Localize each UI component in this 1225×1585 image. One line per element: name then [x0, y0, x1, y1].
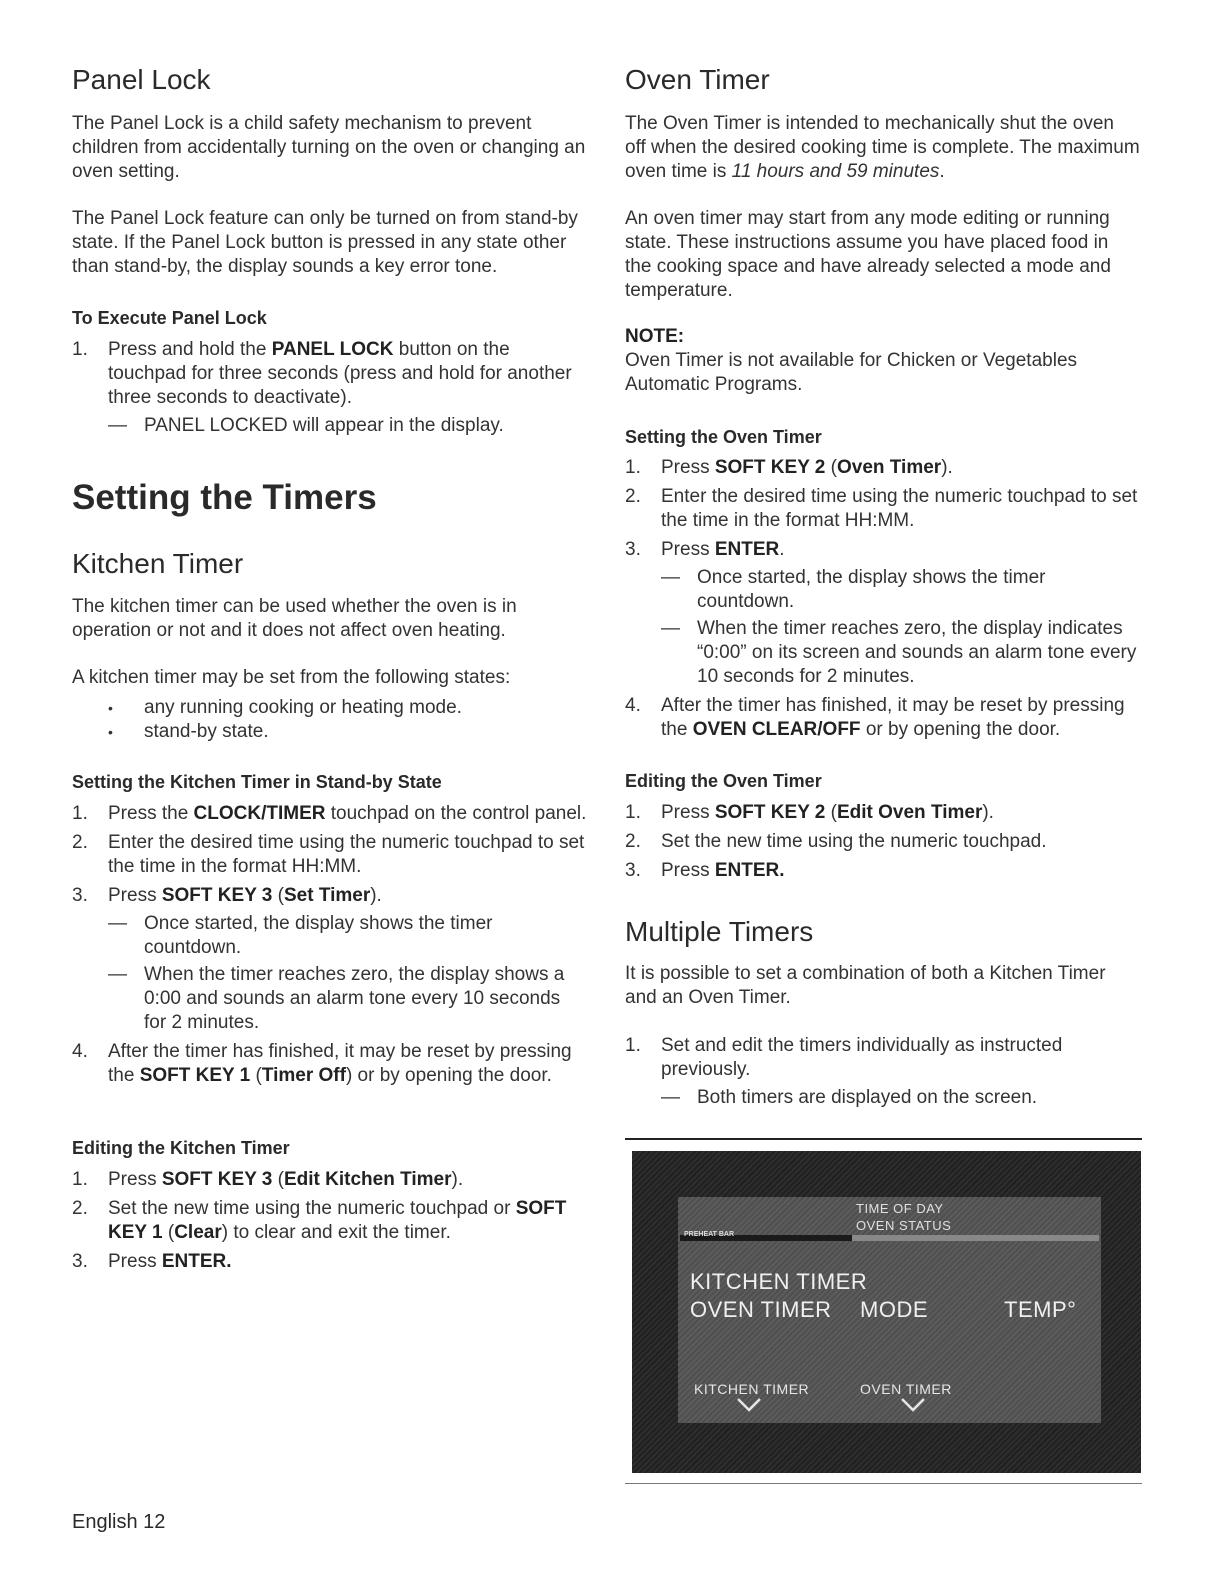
panel-lock-intro: The Panel Lock is a child safety mechanism to prevent children from accidentally turning on the oven or changing an oven setting.	[72, 113, 586, 182]
multiple-timers-steps	[625, 1034, 1140, 1115]
step-text: Set the new time using the numeric touchpad.	[661, 831, 1047, 852]
step-keyword: Oven Timer	[836, 457, 942, 478]
list-item	[72, 1250, 587, 1274]
step-number: 1.	[625, 457, 641, 478]
step-keyword: OVEN CLEAR/OFF	[692, 719, 861, 740]
list-item	[72, 1197, 587, 1245]
kitchen-timer-readout: KITCHEN TIMER	[690, 1269, 868, 1294]
time-of-day-label: TIME OF DAY	[856, 1201, 944, 1216]
step-text: Press the	[108, 803, 194, 824]
panel-lock-title: Panel Lock	[72, 64, 211, 95]
step-keyword: SOFT KEY 2	[714, 457, 826, 478]
setting-oven-timer-heading: Setting the Oven Timer	[625, 427, 822, 447]
kitchen-timer-intro: The kitchen timer can be used whether the oven is in operation or not and it does not affect oven heating.	[72, 596, 517, 641]
edit-oven-timer-heading: Editing the Oven Timer	[625, 771, 822, 791]
sub-item: — Both timers are displayed on the screen.	[661, 1086, 1140, 1110]
step-number: 3.	[72, 885, 88, 906]
soft-key-oven-timer[interactable]: OVEN TIMER	[860, 1381, 952, 1397]
step-text: Enter the desired time using the numeric touchpad to set the time in the format HH:MM.	[661, 486, 1138, 531]
sub-list	[661, 1086, 1140, 1110]
note-text: Oven Timer is not available for Chicken or Vegetables Automatic Programs.	[625, 350, 1078, 395]
step-keyword: ENTER	[714, 539, 780, 560]
step-text: Press	[108, 885, 162, 906]
step-text: (	[272, 1169, 284, 1190]
step-text: or by opening the door.	[860, 719, 1061, 740]
step-keyword: SOFT KEY 1	[139, 1065, 251, 1086]
step-number: 2.	[625, 831, 641, 852]
temp-readout: TEMP°	[1004, 1297, 1077, 1322]
list-item	[625, 485, 1140, 533]
step-text: button on the touchpad for three seconds (press and hold for another three seconds to deactivate).	[108, 339, 572, 408]
step-number: 4.	[625, 695, 641, 716]
standby-timer-heading: Setting the Kitchen Timer in Stand-by State	[72, 772, 442, 792]
preheat-bar-label: PREHEAT BAR	[684, 1231, 735, 1238]
step-text: ) or by opening the door.	[345, 1065, 552, 1086]
step-number: 1.	[625, 1035, 641, 1056]
step-text: Press	[661, 802, 715, 823]
step-text: (	[162, 1222, 175, 1243]
figure-top-rule	[625, 1138, 1142, 1140]
soft-key-kitchen-timer[interactable]: KITCHEN TIMER	[694, 1381, 810, 1397]
step-number: 2.	[72, 1198, 88, 1219]
list-item	[625, 456, 1140, 480]
sub-item: — When the timer reaches zero, the display indicates “0:00” on its screen and sounds an alarm tone every 10 seconds for 2 minutes.	[661, 617, 1140, 689]
list-item	[72, 1040, 587, 1088]
preheat-bar	[680, 1235, 1099, 1241]
mode-readout: MODE	[860, 1297, 928, 1322]
step-text: ).	[941, 457, 953, 478]
kitchen-timer-title: Kitchen Timer	[72, 548, 244, 579]
kitchen-timer-states-intro: A kitchen timer may be set from the following states:	[72, 667, 511, 688]
list-item: • stand-by state.	[108, 720, 588, 744]
step-text: After the timer has finished, it may be reset by pressing the	[108, 1041, 572, 1086]
step-text: (	[250, 1065, 262, 1086]
list-item	[72, 884, 587, 1035]
list-item	[72, 338, 587, 438]
sub-item: — Once started, the display shows the timer countdown.	[661, 566, 1140, 614]
step-number: 2.	[625, 486, 641, 507]
step-number: 3.	[625, 539, 641, 560]
step-text: Press	[661, 539, 715, 560]
sub-list	[108, 912, 587, 1035]
step-number: 4.	[72, 1041, 88, 1062]
step-number: 1.	[72, 1169, 88, 1190]
oven-timer-title: Oven Timer	[625, 64, 770, 95]
multiple-timers-title: Multiple Timers	[625, 916, 814, 947]
step-keyword: ENTER.	[161, 1251, 232, 1272]
note-block	[625, 325, 1140, 397]
step-keyword: Edit Oven Timer	[836, 802, 983, 823]
step-keyword: ENTER.	[714, 860, 785, 881]
list-item	[625, 538, 1140, 689]
list-item	[625, 694, 1140, 742]
list-item	[625, 801, 1140, 825]
step-keyword: SOFT KEY 1	[108, 1198, 567, 1243]
edit-kitchen-timer-steps	[72, 1168, 587, 1279]
step-number: 1.	[72, 339, 88, 360]
kitchen-timer-states	[108, 696, 588, 744]
step-keyword: SOFT KEY 3	[161, 885, 273, 906]
step-keyword: Clear	[174, 1222, 222, 1243]
sub-list	[108, 414, 587, 438]
panel-lock-standby-note: The Panel Lock feature can only be turned on from stand-by state. If the Panel Lock button is pressed in any state other than stand-by, the display sounds a key error tone.	[72, 208, 578, 277]
para-text: .	[939, 161, 945, 182]
step-text: Press	[661, 457, 715, 478]
step-text: After the timer has finished, it may be reset by pressing the	[661, 695, 1125, 740]
oven-timer-states: An oven timer may start from any mode editing or running state. These instructions assume you have placed food in the cooking space and have already selected a mode and temperature.	[625, 208, 1111, 301]
max-time: 11 hours and 59 minutes	[731, 161, 940, 182]
step-keyword: Timer Off	[261, 1065, 346, 1086]
setting-oven-timer-steps	[625, 456, 1140, 747]
step-text: .	[779, 539, 785, 560]
step-keyword: SOFT KEY 3	[161, 1169, 273, 1190]
step-text: (	[825, 457, 837, 478]
step-keyword: CLOCK/TIMER	[193, 803, 326, 824]
step-keyword: Set Timer	[283, 885, 371, 906]
oven-status-label: OVEN STATUS	[856, 1218, 952, 1233]
note-label: NOTE:	[625, 326, 685, 347]
step-text: ) to clear and exit the timer.	[221, 1222, 451, 1243]
step-text: Press and hold the	[108, 339, 272, 360]
step-text: touchpad on the control panel.	[325, 803, 587, 824]
standby-timer-steps	[72, 802, 587, 1093]
list-item	[72, 1168, 587, 1192]
step-text: ).	[982, 802, 994, 823]
chevron-down-icon[interactable]	[900, 1397, 926, 1413]
edit-kitchen-timer-heading: Editing the Kitchen Timer	[72, 1138, 290, 1158]
edit-oven-timer-steps	[625, 801, 1140, 888]
list-item	[625, 830, 1140, 854]
oven-display-figure	[632, 1151, 1141, 1473]
list-item	[625, 859, 1140, 883]
oven-timer-readout: OVEN TIMER	[690, 1297, 832, 1322]
list-item	[72, 802, 587, 826]
setting-timers-title: Setting the Timers	[72, 478, 377, 517]
para-text: The Oven Timer is intended to mechanically shut the oven off when the desired cooking time is complete. The maximum oven time is	[625, 113, 1140, 182]
panel-lock-steps	[72, 338, 587, 443]
step-text: Press	[661, 860, 715, 881]
step-number: 2.	[72, 832, 88, 853]
step-keyword: SOFT KEY 2	[714, 802, 826, 823]
step-text: ).	[451, 1169, 464, 1190]
list-item: • any running cooking or heating mode.	[108, 696, 588, 720]
list-item	[72, 831, 587, 879]
step-text: (	[825, 802, 837, 823]
oven-timer-intro	[625, 112, 1140, 184]
sub-item: — Once started, the display shows the timer countdown.	[108, 912, 587, 960]
multiple-timers-intro: It is possible to set a combination of both a Kitchen Timer and an Oven Timer.	[625, 963, 1106, 1008]
step-text: Press	[108, 1169, 162, 1190]
list-item	[625, 1034, 1140, 1110]
execute-panel-lock-heading: To Execute Panel Lock	[72, 308, 267, 328]
step-text: Set the new time using the numeric touchpad or	[108, 1198, 516, 1219]
sub-item: — PANEL LOCKED will appear in the display.	[108, 414, 587, 438]
step-text: Set and edit the timers individually as instructed previously.	[661, 1035, 1063, 1080]
sub-item: — When the timer reaches zero, the display shows a 0:00 and sounds an alarm tone every 10 seconds for 2 minutes.	[108, 963, 587, 1035]
sub-list	[661, 566, 1140, 689]
figure-bottom-rule	[625, 1483, 1142, 1484]
step-text: (	[272, 885, 284, 906]
step-number: 3.	[625, 860, 641, 881]
step-keyword: PANEL LOCK	[271, 339, 394, 360]
step-text: Enter the desired time using the numeric touchpad to set the time in the format HH:MM.	[108, 832, 585, 877]
oven-display-screen	[678, 1197, 1101, 1423]
page-footer: English 12	[72, 1511, 166, 1533]
chevron-down-icon[interactable]	[736, 1397, 762, 1413]
step-number: 3.	[72, 1251, 88, 1272]
step-number: 1.	[625, 802, 641, 823]
step-number: 1.	[72, 803, 88, 824]
step-keyword: Edit Kitchen Timer	[283, 1169, 452, 1190]
step-text: ).	[370, 885, 382, 906]
step-text: Press	[108, 1251, 162, 1272]
